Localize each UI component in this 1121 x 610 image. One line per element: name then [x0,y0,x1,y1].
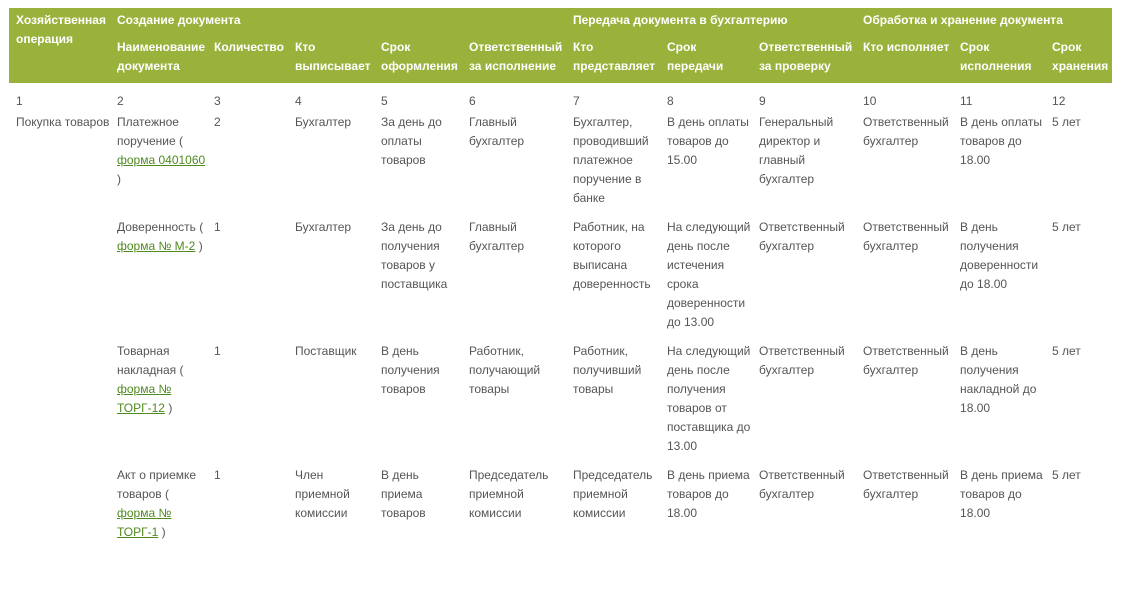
responsible-check-cell: Ответственный бухгалтер [759,344,845,377]
storage-term-cell: 5 лет [1052,115,1081,129]
document-flow-table [9,8,1112,551]
transfer-term-cell: На следующий день после истечения срока доверенности до 13.00 [667,220,751,329]
header-transfer-term: Срок передачи [660,36,752,83]
table-row [9,112,1112,217]
doc-name-cell [110,465,207,551]
column-number: 11 [960,94,973,108]
who-executes-cell: Ответственный бухгалтер [863,344,949,377]
header-group-creation: Создание документа [110,8,566,36]
doc-name-tail: ) [198,239,203,253]
column-number: 4 [295,94,302,108]
doc-name-text: Товарная накладная ( [117,344,184,377]
header-operation: Хозяйственная операция [9,8,110,83]
column-number-row [9,83,1112,112]
doc-name-tail: ) [161,525,166,539]
exec-term-cell: В день оплаты товаров до 18.00 [960,115,1042,167]
header-quantity: Количество [207,36,288,83]
responsible-exec-cell: Председатель приемной комиссии [469,468,549,520]
doc-name-text: Платежное поручение ( [117,115,183,148]
column-number: 1 [16,94,23,108]
column-number: 5 [381,94,388,108]
table-row [9,341,1112,465]
doc-name-cell [110,217,207,341]
doc-name-cell [110,341,207,465]
table-row [9,217,1112,341]
responsible-check-cell: Генеральный директор и главный бухгалтер [759,115,834,186]
storage-term-cell: 5 лет [1052,344,1081,358]
doc-form-link[interactable]: форма 0401060 [117,153,206,167]
doc-name-text: Акт о приемке товаров ( [117,468,197,501]
transfer-term-cell: В день оплаты товаров до 15.00 [667,115,749,167]
column-number: 10 [863,94,877,108]
header-responsible-check: Ответственный за проверку [752,36,856,83]
column-number: 7 [573,94,580,108]
header-exec-term: Срок исполнения [953,36,1045,83]
quantity-cell: 1 [214,220,221,234]
responsible-check-cell: Ответственный бухгалтер [759,468,845,501]
transfer-term-cell: На следующий день после получения товаров от поставщика до 13.00 [667,344,751,453]
column-number: 9 [759,94,766,108]
storage-term-cell: 5 лет [1052,220,1081,234]
doc-name-text: Доверенность ( [117,220,204,234]
who-issues-cell: Бухгалтер [295,115,352,129]
column-number: 3 [214,94,221,108]
doc-form-link[interactable]: форма № ТОРГ-1 [117,506,172,539]
column-number: 8 [667,94,674,108]
header-responsible-exec: Ответственный за исполнение [462,36,566,83]
operation-cell: Покупка товаров [16,115,110,129]
issue-term-cell: В день получения товаров [381,344,440,396]
header-issue-term: Срок оформления [374,36,462,83]
who-executes-cell: Ответственный бухгалтер [863,468,949,501]
responsible-exec-cell: Главный бухгалтер [469,115,525,148]
header-storage-term: Срок хранения [1045,36,1112,83]
who-presents-cell: Председатель приемной комиссии [573,468,653,520]
quantity-cell: 1 [214,468,221,482]
who-issues-cell: Член приемной комиссии [295,468,350,520]
quantity-cell: 1 [214,344,221,358]
header-group-transfer: Передача документа в бухгалтерию [566,8,856,36]
who-issues-cell: Бухгалтер [295,220,352,234]
who-presents-cell: Бухгалтер, проводивший платежное поручение в банке [573,115,649,205]
who-presents-cell: Работник, получивший товары [573,344,642,396]
who-issues-cell: Поставщик [295,344,357,358]
who-executes-cell: Ответственный бухгалтер [863,115,949,148]
header-who-executes: Кто исполняет [856,36,953,83]
doc-name-tail: ) [117,172,121,186]
header-doc-name: Наименование документа [110,36,207,83]
column-number: 6 [469,94,476,108]
doc-form-link[interactable]: форма № ТОРГ-12 [117,382,172,415]
exec-term-cell: В день приема товаров до 18.00 [960,468,1043,520]
table-row [9,465,1112,551]
issue-term-cell: В день приема товаров [381,468,426,520]
doc-name-tail: ) [168,401,173,415]
column-number: 2 [117,94,124,108]
exec-term-cell: В день получения доверенности до 18.00 [960,220,1039,291]
who-presents-cell: Работник, на которого выписана доверенность [573,220,651,291]
responsible-check-cell: Ответственный бухгалтер [759,220,845,253]
doc-name-cell [110,112,207,217]
who-executes-cell: Ответственный бухгалтер [863,220,949,253]
responsible-exec-cell: Главный бухгалтер [469,220,525,253]
header-who-presents: Кто представляет [566,36,660,83]
header-group-processing: Обработка и хранение документа [856,8,1112,36]
doc-form-link[interactable]: форма № М-2 [117,239,196,253]
quantity-cell: 2 [214,115,221,129]
column-number: 12 [1052,94,1066,108]
exec-term-cell: В день получения накладной до 18.00 [960,344,1037,415]
storage-term-cell: 5 лет [1052,468,1081,482]
header-who-issues: Кто выписывает [288,36,374,83]
transfer-term-cell: В день приема товаров до 18.00 [667,468,750,520]
issue-term-cell: За день до оплаты товаров [381,115,442,167]
responsible-exec-cell: Работник, получающий товары [469,344,541,396]
issue-term-cell: За день до получения товаров у поставщика [381,220,448,291]
